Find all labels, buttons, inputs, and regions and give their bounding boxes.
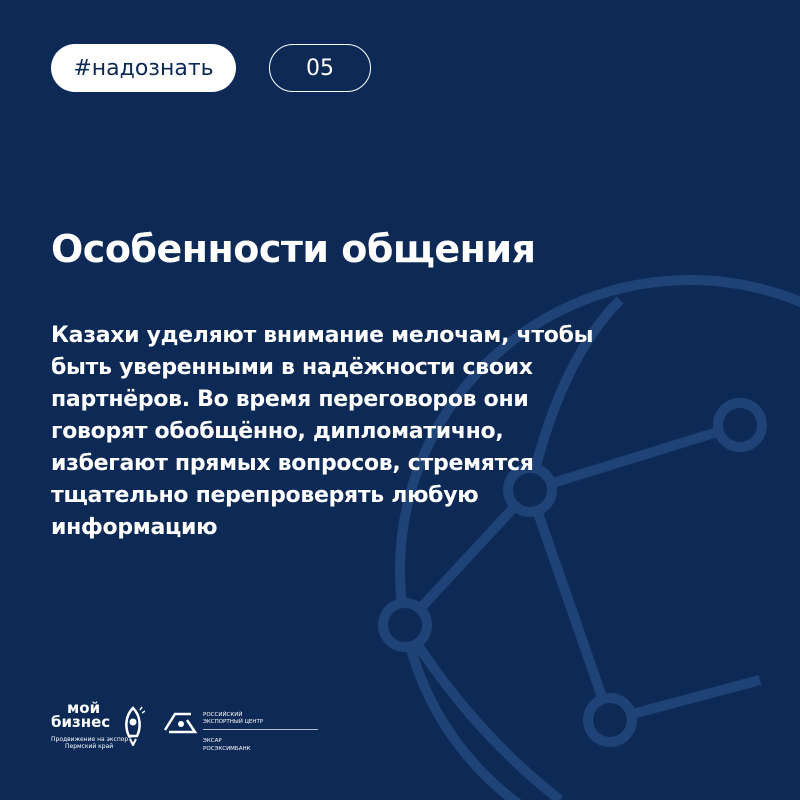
rec-logo bbox=[161, 710, 361, 760]
rec-logo-line2: ЭКСПОРТНЫЙ ЦЕНТР bbox=[203, 719, 264, 725]
rec-logo-line4: РОСЭКСИМБАНК bbox=[203, 746, 251, 752]
rec-logo-line3: ЭКСАР bbox=[203, 738, 222, 744]
rec-logo-line1: РОССИЙСКИЙ bbox=[203, 712, 243, 718]
slide-number-badge bbox=[269, 44, 371, 92]
moi-biznes-subtitle: Продвижение на экспорт bbox=[51, 736, 132, 743]
moi-biznes-logo-line2: бизнес bbox=[51, 713, 111, 731]
hashtag-text: #надознать bbox=[73, 55, 214, 81]
body-text: Казахи уделяют внимание мелочам, чтобы быть уверенными в надёжности своих партнёров. Во время переговоров они говорят обобщённо, дипломатично, избегают прямых вопросов, стремятся тщательно перепроверять любую информацию bbox=[51, 323, 594, 540]
moi-biznes-logo-line1: мой bbox=[67, 699, 101, 717]
slide-number: 05 bbox=[306, 55, 334, 81]
moi-biznes-logo bbox=[51, 700, 151, 760]
hashtag-badge bbox=[51, 44, 236, 92]
moi-biznes-region: Пермский край bbox=[65, 743, 114, 750]
rec-divider bbox=[203, 729, 318, 730]
page-title: Особенности общения bbox=[51, 227, 536, 271]
rec-emblem-icon bbox=[161, 710, 199, 736]
rocket-icon bbox=[121, 706, 145, 746]
footer-logos bbox=[51, 700, 351, 760]
